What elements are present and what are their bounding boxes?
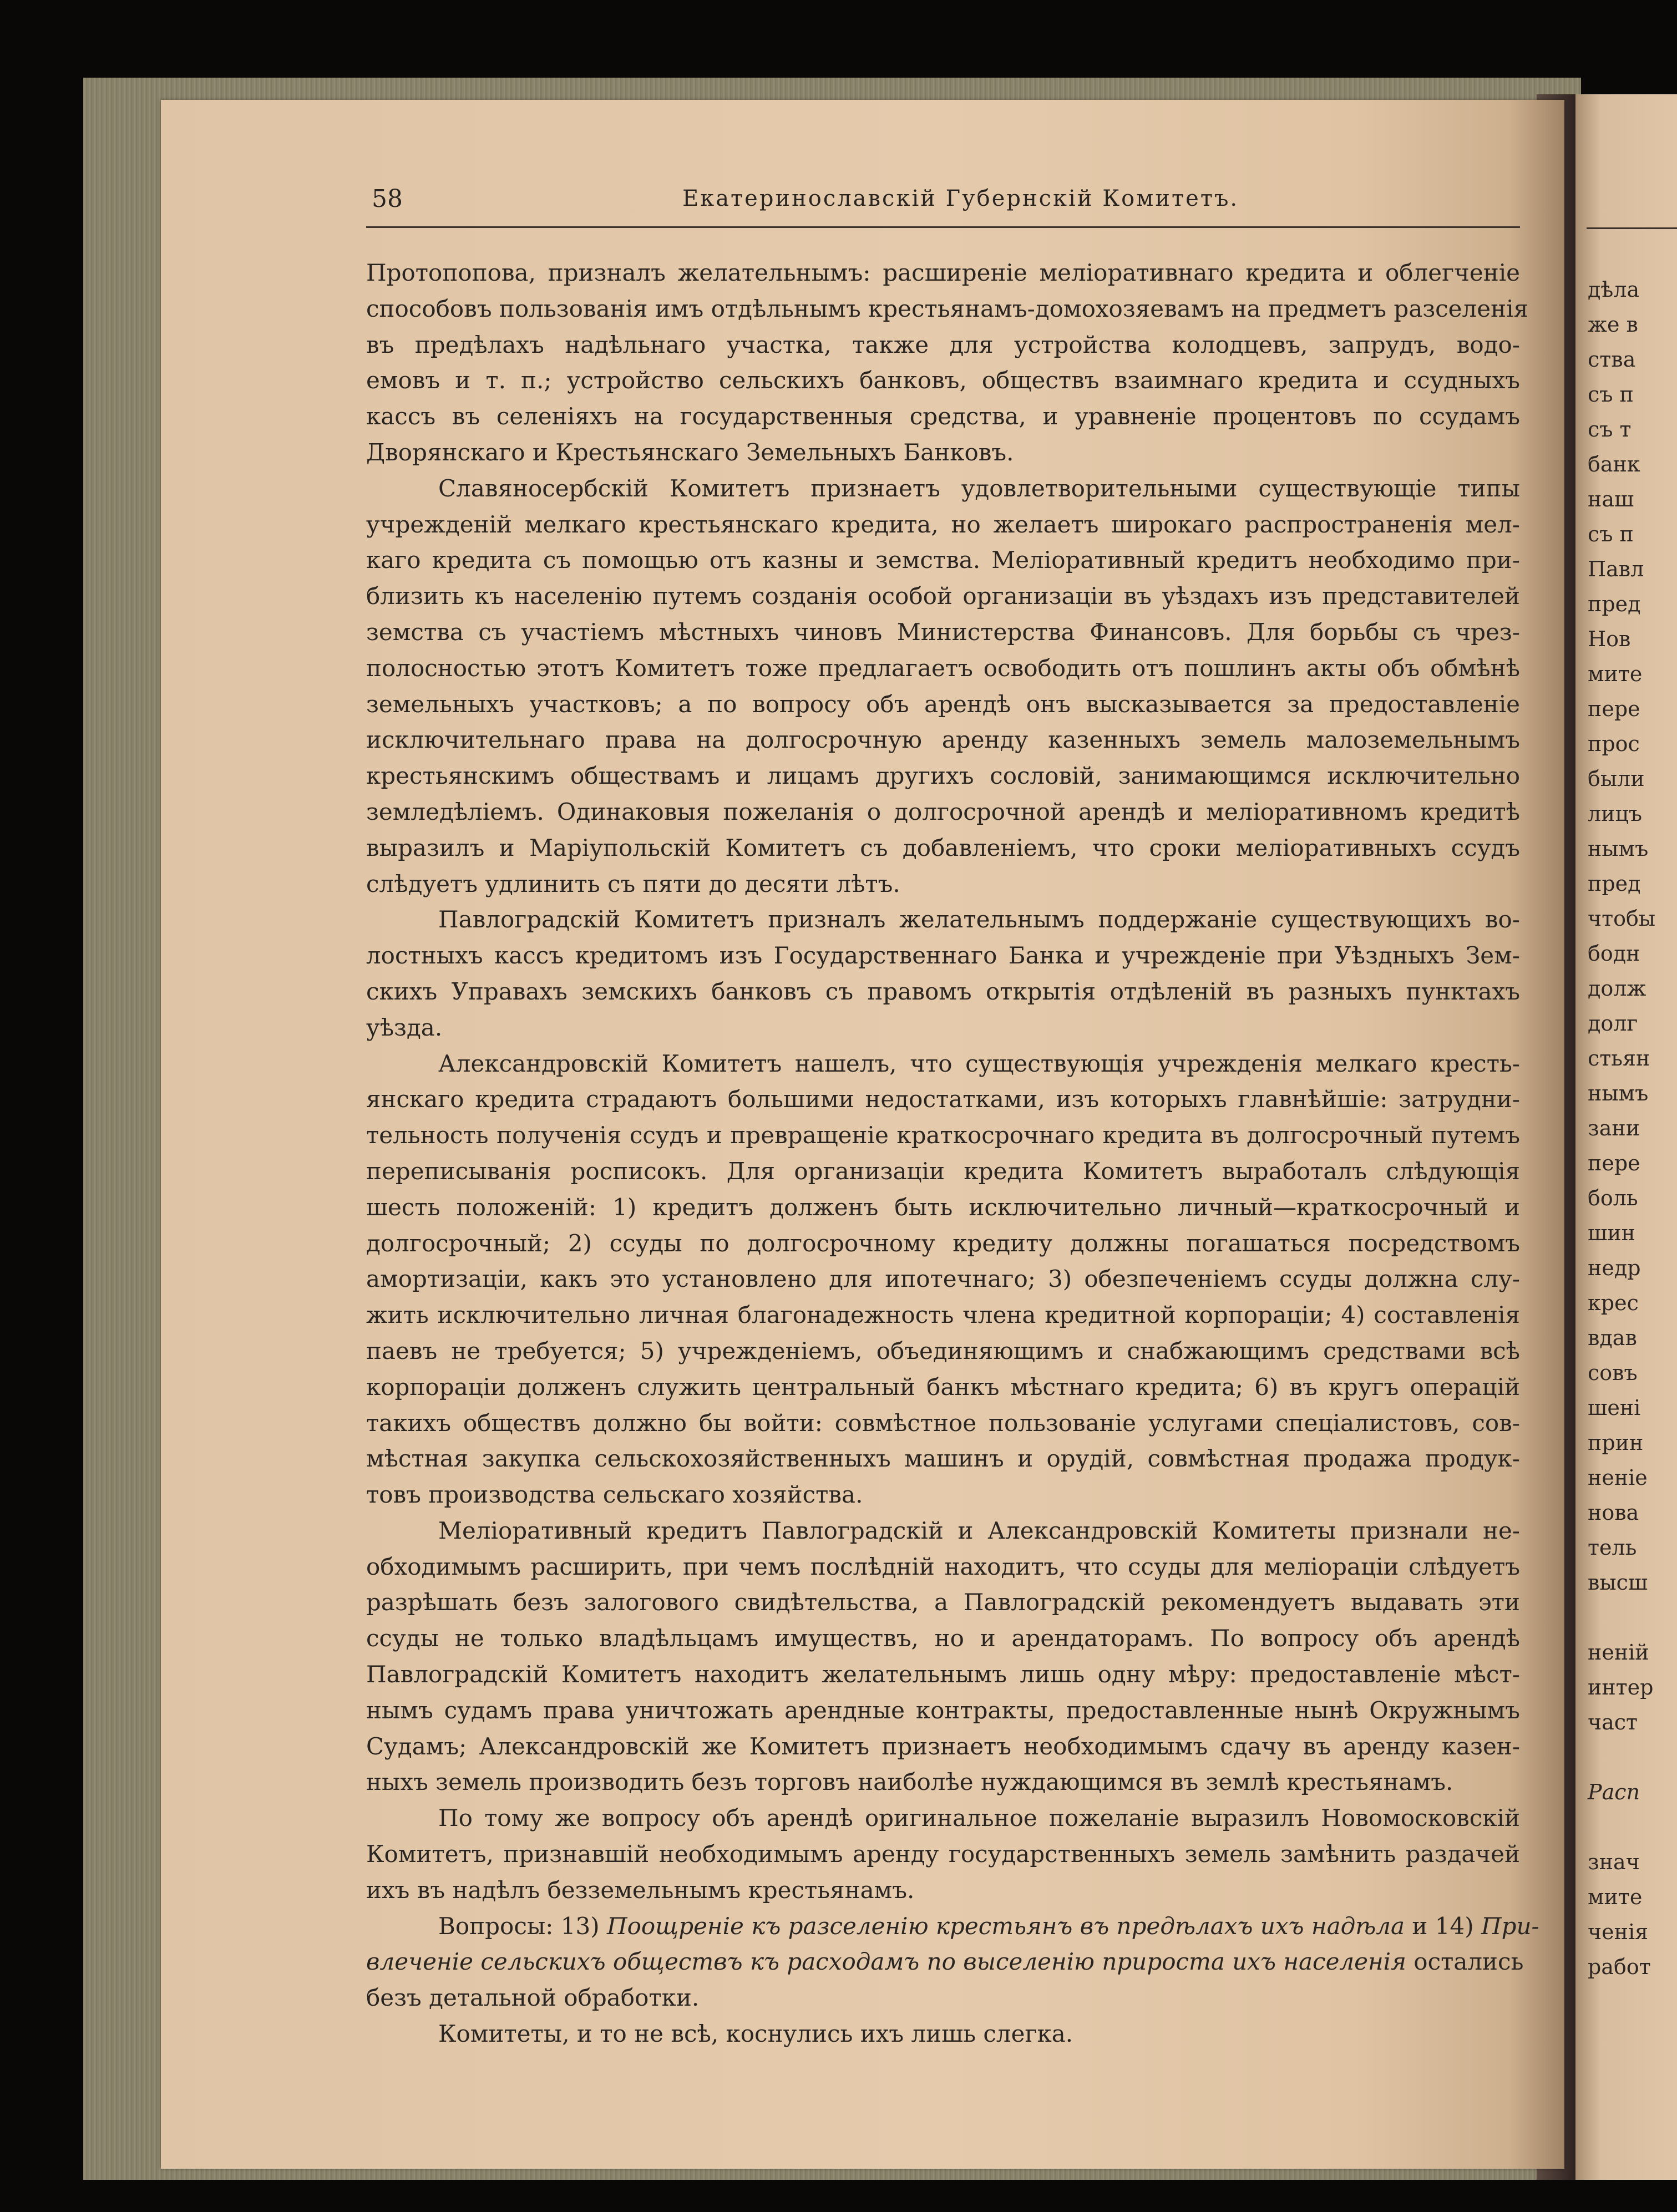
right-page-fragment: съ т [1588, 417, 1632, 442]
text-line: уѣзда. [366, 1013, 443, 1041]
right-page-fragment: наш [1588, 487, 1634, 511]
text-line: долгосрочный; 2) ссуды по долгосрочному кредиту должны погашаться посредствомъ [366, 1229, 1520, 1257]
right-page-fragment: были [1588, 767, 1645, 791]
text-line: Протопопова, призналъ желательнымъ: расширеніе меліоративнаго кредита и облегченіе [366, 259, 1520, 286]
right-page-fragment: зани [1588, 1116, 1640, 1140]
right-page-fragment: пред [1588, 592, 1641, 616]
text-line: близить къ населенію путемъ созданія особой организаціи въ уѣздахъ изъ представителей [366, 582, 1520, 610]
text-line: полосностью этотъ Комитетъ тоже предлагаетъ освободить отъ пошлинъ акты объ обмѣнѣ [366, 654, 1520, 682]
text-line: мѣстная закупка сельскохозяйственныхъ машинъ и орудій, совмѣстная продажа продук- [366, 1445, 1520, 1473]
right-page-fragment: крес [1588, 1291, 1639, 1315]
questions-line-2 [366, 1944, 1524, 1980]
right-page-fragment: совъ [1588, 1361, 1638, 1385]
right-page-fragment: пред [1588, 871, 1641, 896]
right-page-fragment: интер [1588, 1675, 1654, 1699]
text-line: переписыванія росписокъ. Для организаціи кредита Комитетъ выработалъ слѣдующія [366, 1157, 1520, 1185]
questions-lead: Вопросы: 13) [438, 1912, 607, 1940]
text-line: товъ производства сельскаго хозяйства. [366, 1481, 863, 1509]
right-page-fragment: неній [1588, 1640, 1649, 1665]
text-line: земельныхъ участковъ; а по вопросу объ арендѣ онъ высказывается за предоставленіе [366, 690, 1520, 718]
right-page-fragment: ства [1588, 347, 1636, 372]
text-line: ныхъ земель производить безъ торговъ наиболѣе нуждающимся въ землѣ крестьянамъ. [366, 1768, 1453, 1796]
right-page-fragment: недр [1588, 1256, 1641, 1280]
right-page-fragment: лицъ [1588, 801, 1643, 826]
text-line: Славяносербскій Комитетъ признаетъ удовлетворительными существующіе типы [438, 474, 1520, 502]
right-page-fragment: шені [1588, 1396, 1641, 1420]
text-line: такихъ обществъ должно бы войти: совмѣстное пользованіе услугами спеціалистовъ, сов- [366, 1409, 1520, 1437]
right-page-fragment: боль [1588, 1186, 1638, 1210]
text-line: кассъ въ селеніяхъ на государственныя средства, и уравненіе процентовъ по ссудамъ [366, 403, 1520, 430]
right-page-fragment: неніе [1588, 1465, 1648, 1490]
right-page-fragment: чтобы [1588, 906, 1656, 931]
right-page-fragment: пере [1588, 1151, 1640, 1175]
questions-remained: остались [1406, 1948, 1524, 1976]
text-line: Дворянскаго и Крестьянскаго Земельныхъ Банковъ. [366, 438, 1014, 466]
right-page-fragment: долг [1588, 1011, 1638, 1036]
right-page-fragment: пере [1588, 697, 1640, 721]
right-page-fragment: прос [1588, 732, 1640, 756]
text-line: корпораціи долженъ служить центральный банкъ мѣстнаго кредита; 6) въ кругъ операцій [366, 1373, 1520, 1401]
text-line: обходимымъ расширить, при чемъ послѣдній находитъ, что ссуды для меліораціи слѣдуетъ [366, 1553, 1520, 1580]
text-line: выразилъ и Маріупольскій Комитетъ съ добавленіемъ, что сроки меліоративныхъ ссудъ [366, 834, 1520, 861]
text-line: Меліоративный кредитъ Павлоградскій и Александровскій Комитеты признали не- [438, 1516, 1520, 1544]
right-page-fragment: ченія [1588, 1920, 1649, 1944]
header-rule [366, 226, 1520, 228]
right-page-fragment: Расп [1588, 1780, 1640, 1804]
right-page-fragment: част [1588, 1710, 1638, 1734]
right-page-fragment: работ [1588, 1955, 1651, 1979]
text-line: крестьянскимъ обществамъ и лицамъ другихъ сословій, занимающимся исключительно [366, 762, 1520, 790]
right-page-fragment: стьян [1588, 1046, 1650, 1071]
right-page-fragment: мите [1588, 662, 1643, 686]
question-13-title: Поощреніе къ разселенію крестьянъ въ предѣлахъ ихъ надѣла [606, 1912, 1405, 1940]
right-page-fragment: знач [1588, 1850, 1640, 1874]
text-line: разрѣшать безъ залогового свидѣтельства, а Павлоградскій рекомендуетъ выдавать эти [366, 1589, 1520, 1616]
text-line: По тому же вопросу объ арендѣ оригинальное пожеланіе выразилъ Новомосковскій [438, 1804, 1520, 1832]
questions-and: и 14) [1405, 1912, 1481, 1940]
right-page-fragment: съ п [1588, 522, 1634, 546]
page-header [372, 180, 1514, 219]
right-page-fragment: же в [1588, 312, 1638, 337]
text-line: Комитетъ, признавшій необходимымъ аренду государственныхъ земель замѣнить раздачей [366, 1840, 1520, 1868]
text-line: Судамъ; Александровскій же Комитетъ признаетъ необходимымъ сдачу въ аренду казен- [366, 1732, 1520, 1760]
right-page-fragment: Нов [1588, 627, 1631, 651]
right-page-fragment: дѣла [1588, 277, 1640, 302]
closing-line: Комитеты, и то не всѣ, коснулись ихъ лишь слегка. [438, 2020, 1073, 2048]
right-page-fragment: Павл [1588, 557, 1644, 581]
right-page-fragment: нова [1588, 1500, 1639, 1525]
right-page-fragment: банк [1588, 452, 1640, 476]
text-line: жить исключительно личная благонадежность члена кредитной корпораціи; 4) составленія [366, 1301, 1520, 1329]
text-line: способовъ пользованія имъ отдѣльнымъ крестьянамъ-домохозяевамъ на предметъ разселенія [366, 295, 1528, 322]
right-page-fragment: вдав [1588, 1326, 1637, 1350]
text-line: лостныхъ кассъ кредитомъ изъ Государственнаго Банка и учрежденіе при Уѣздныхъ Зем- [366, 942, 1520, 970]
running-head: Екатеринославскій Губернскій Комитетъ. [682, 186, 1239, 211]
text-line: амортизаціи, какъ это установлено для ипотечнаго; 3) обезпеченіемъ ссуды должна слу- [366, 1265, 1520, 1293]
right-page-fragment: шин [1588, 1221, 1635, 1245]
text-line: исключительнаго права на долгосрочную аренду казенныхъ земель малоземельнымъ [366, 726, 1520, 754]
right-page-fragment: бодн [1588, 941, 1640, 966]
text-line: Павлоградскій Комитетъ находитъ желательнымъ лишь одну мѣру: предоставленіе мѣст- [366, 1661, 1520, 1688]
right-page-rule [1587, 227, 1677, 229]
right-page-fragment: мите [1588, 1885, 1643, 1909]
question-14-title-start: При- [1481, 1912, 1539, 1940]
text-line: земства съ участіемъ мѣстныхъ чиновъ Министерства Финансовъ. Для борьбы съ чрез- [366, 618, 1520, 646]
right-page [1575, 94, 1677, 2180]
text-line: въ предѣлахъ надѣльнаго участка, также для устройства колодцевъ, запрудъ, водо- [366, 331, 1520, 358]
text-line: каго кредита съ помощью отъ казны и земства. Меліоративный кредитъ необходимо при- [366, 546, 1520, 574]
text-line: земледѣліемъ. Одинаковыя пожеланія о долгосрочной арендѣ и меліоративномъ кредитѣ [366, 798, 1520, 825]
body-text [366, 255, 1539, 2052]
text-line: ихъ въ надѣлъ безземельнымъ крестьянамъ. [366, 1876, 915, 1904]
text-line: Павлоградскій Комитетъ призналъ желательнымъ поддержаніе существующихъ во- [438, 906, 1520, 933]
text-line: емовъ и т. п.; устройство сельскихъ банковъ, обществъ взаимнаго кредита и ссудныхъ [366, 367, 1520, 394]
text-line: Александровскій Комитетъ нашелъ, что существующія учрежденія мелкаго кресть- [438, 1049, 1520, 1077]
question-14-title-end: влеченіе сельскихъ обществъ къ расходамъ по выселенію прироста ихъ населенія [366, 1948, 1406, 1976]
page-number: 58 [372, 185, 403, 213]
questions-line-1 [366, 1909, 1539, 1945]
right-page-fragment: высш [1588, 1570, 1648, 1595]
text-line: шесть положеній: 1) кредитъ долженъ быть исключительно личный—краткосрочный и [366, 1193, 1520, 1221]
right-page-fragment: тель [1588, 1535, 1637, 1560]
right-page-fragment: нымъ [1588, 836, 1649, 861]
text-line: скихъ Управахъ земскихъ банковъ съ правомъ открытія отдѣленій въ разныхъ пунктахъ [366, 977, 1520, 1005]
questions-line-3: безъ детальной обработки. [366, 1984, 700, 2012]
right-page-fragment: нымъ [1588, 1081, 1649, 1105]
text-line: янскаго кредита страдаютъ большими недостатками, изъ которыхъ главнѣйшіе: затрудни- [366, 1085, 1520, 1113]
text-line: тельность полученія ссудъ и превращеніе краткосрочнаго кредита въ долгосрочный путемъ [366, 1122, 1520, 1149]
text-line: паевъ не требуется; 5) учрежденіемъ, объединяющимъ и снабжающимъ средствами всѣ [366, 1337, 1520, 1364]
text-line: слѣдуетъ удлинить съ пяти до десяти лѣтъ. [366, 870, 900, 897]
right-page-fragment: долж [1588, 976, 1646, 1001]
text-line: ссуды не только владѣльцамъ имуществъ, но и арендаторамъ. По вопросу объ арендѣ [366, 1625, 1520, 1652]
right-page-fragment: съ п [1588, 382, 1634, 407]
body-lines [366, 255, 1528, 1909]
text-line: учрежденій мелкаго крестьянскаго кредита, но желаетъ широкаго распространенія мел- [366, 510, 1520, 538]
text-line: нымъ судамъ права уничтожать арендные контракты, предоставленные нынѣ Окружнымъ [366, 1696, 1520, 1724]
right-page-fragment: прин [1588, 1430, 1644, 1455]
